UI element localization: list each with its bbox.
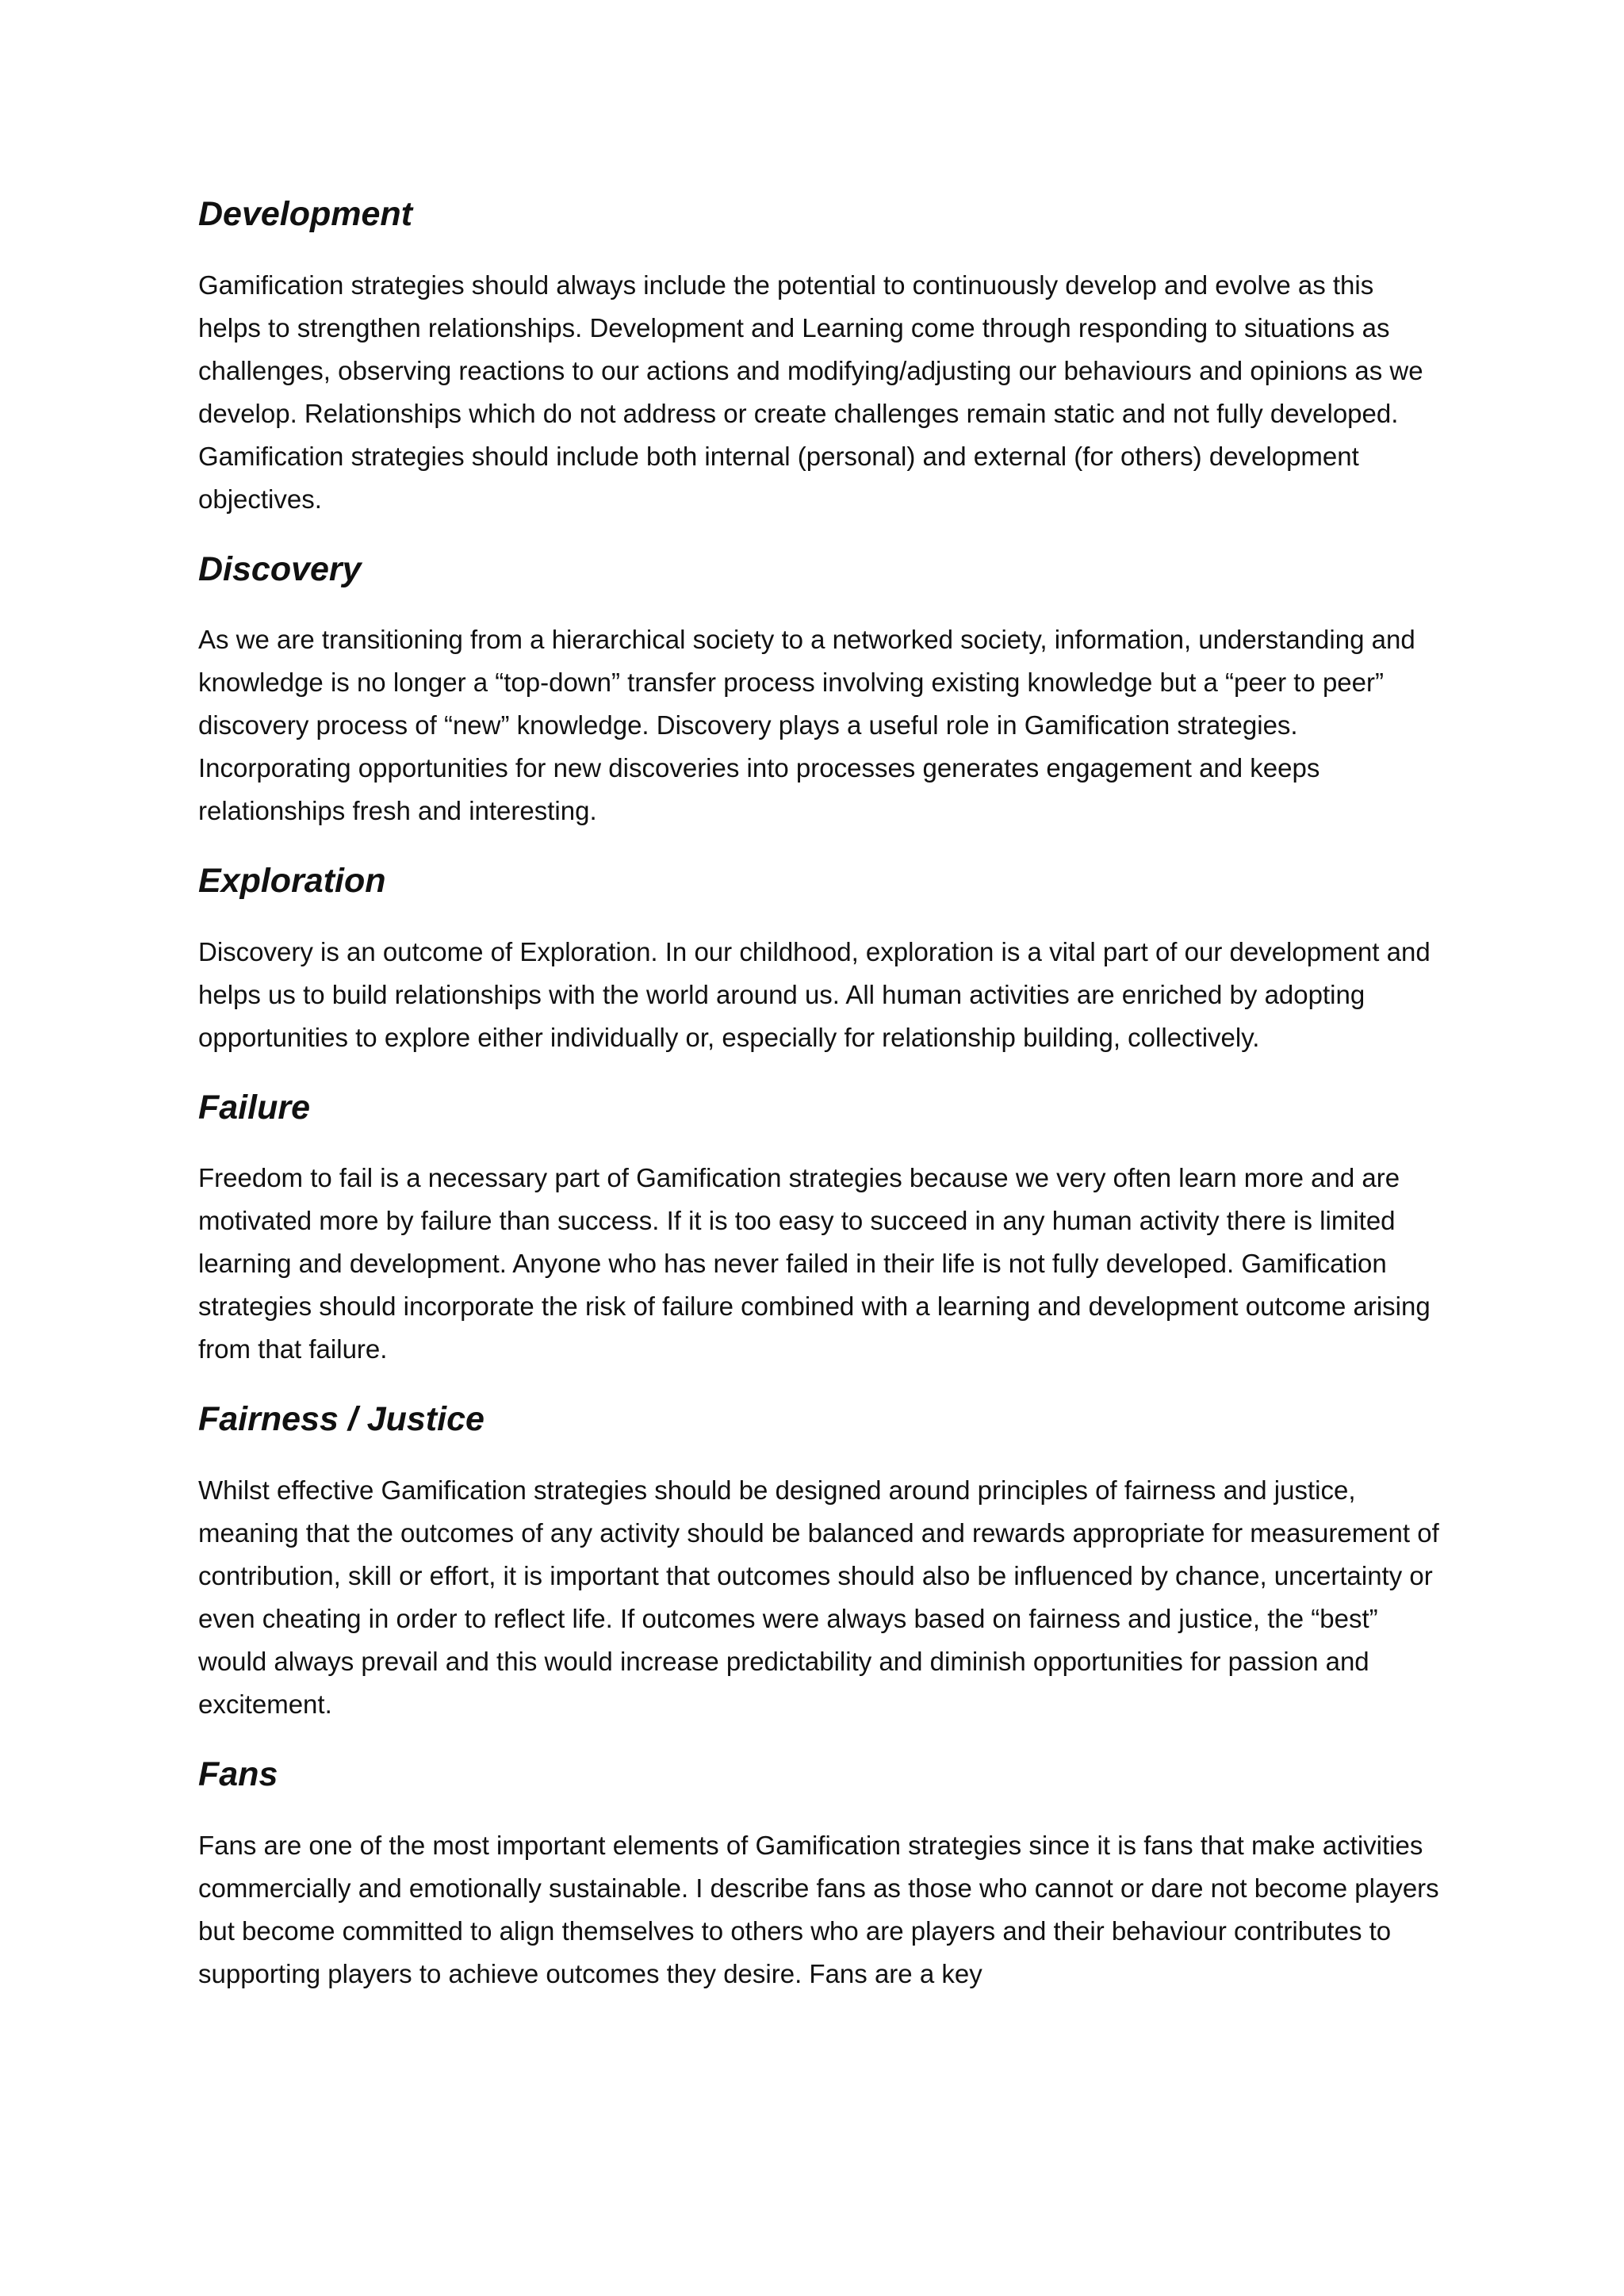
section-paragraph: Gamification strategies should always include the potential to continuously develop and evolve as this helps to strengthen relationships. Development and Learning come through responding to situations as challenges, observing reactions to our actions and modifying/adjusting our behaviours and opinions as we develop. Relationships which do not address or create challenges remain static and not fully developed. Gamification strategies should include both internal (personal) and external (for others) development objectives. [198,270,1423,514]
section-failure [198,1088,1443,1372]
document-page [198,194,1443,2024]
section-discovery [198,549,1443,833]
section-paragraph: Fans are one of the most important elements of Gamification strategies since it is fans that make activities commercially and emotionally sustainable. I describe fans as those who cannot or dare not become players but become committed to align themselves to others who are players and their behaviour contributes to supporting players to achieve outcomes they desire. Fans are a key [198,1830,1439,1988]
section-heading: Exploration [198,862,386,901]
section-fairness-justice [198,1399,1443,1726]
section-heading: Discovery [198,549,362,588]
section-paragraph: Freedom to fail is a necessary part of Gamification strategies because we very often learn more and are motivated more by failure than success. If it is too easy to succeed in any human activity there is limited learning and development. Anyone who has never failed in their life is not fully developed. Gamification strategies should incorporate the risk of failure combined with a learning and development outcome arising from that failure. [198,1163,1431,1364]
section-exploration [198,861,1443,1059]
section-fans [198,1755,1443,1996]
section-development [198,194,1443,521]
section-heading: Development [198,195,413,233]
section-heading: Failure [198,1088,310,1127]
section-paragraph: Whilst effective Gamification strategies should be designed around principles of fairness and justice, meaning that the outcomes of any activity should be balanced and rewards appropriate for measurement of contribution, skill or effort, it is important that outcomes should also be influenced by chance, uncertainty or even cheating in order to reflect life. If outcomes were always based on fairness and justice, the “best” would always prevail and this would increase predictability and diminish opportunities for passion and excitement. [198,1475,1439,1719]
section-paragraph: As we are transitioning from a hierarchical society to a networked society, information, understanding and knowledge is no longer a “top-down” transfer process involving existing knowledge but a “peer to peer” discovery process of “new” knowledge. Discovery plays a useful role in Gamification strategies. Incorporating opportunities for new discoveries into processes generates engagement and keeps relationships fresh and interesting. [198,625,1415,826]
section-paragraph: Discovery is an outcome of Exploration. In our childhood, exploration is a vital part of our development and helps us to build relationships with the world around us. All human activities are enriched by adopting opportunities to explore either individually or, especially for relationship building, collectively. [198,936,1431,1052]
section-heading: Fairness / Justice [198,1400,485,1439]
section-heading: Fans [198,1755,278,1793]
